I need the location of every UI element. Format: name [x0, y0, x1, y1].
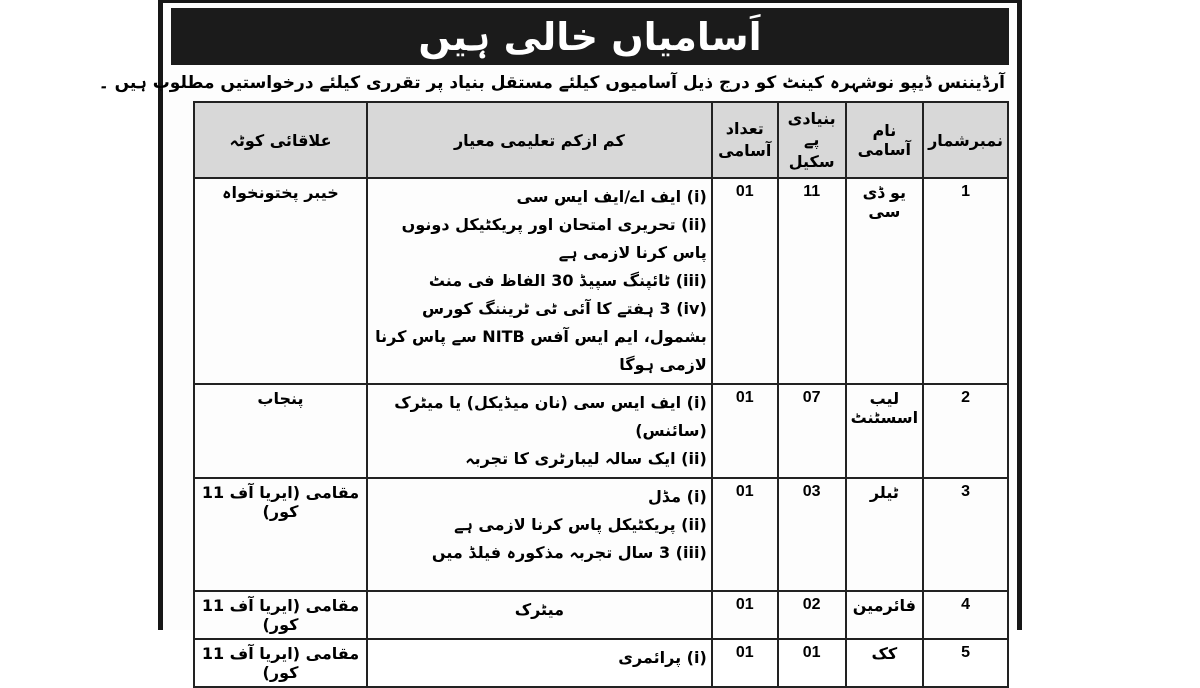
table-row-lab-assistant [194, 384, 1008, 478]
scale-cell: 02 [778, 591, 846, 639]
serial-cell: 1 [923, 178, 1008, 384]
scale-cell: 11 [778, 178, 846, 384]
post-cell: فائرمین [846, 591, 924, 639]
serial-cell: 5 [923, 639, 1008, 687]
header-serial: نمبرشمار [923, 102, 1008, 178]
scale-cell: 03 [778, 478, 846, 591]
quota-cell: مقامی (ایریا آف 11 کور) [194, 591, 367, 639]
header-education: کم ازکم تعلیمی معیار [367, 102, 712, 178]
post-cell: ٹیلر [846, 478, 924, 591]
serial-cell: 2 [923, 384, 1008, 478]
quota-cell: پنجاب [194, 384, 367, 478]
serial-cell: 4 [923, 591, 1008, 639]
education-line: (i) مڈل [648, 487, 707, 506]
education-line: (i) پرائمری [618, 648, 707, 667]
count-cell: 01 [712, 591, 778, 639]
serial-cell: 3 [923, 478, 1008, 591]
quota-cell: مقامی (ایریا آف 11 کور) [194, 639, 367, 687]
header-count-line1: تعداد [725, 119, 764, 139]
count-cell: 01 [712, 639, 778, 687]
table-row-udc [194, 178, 1008, 384]
job-ad-frame [98, 0, 1022, 682]
post-cell: لیب اسسٹنٹ [846, 384, 924, 478]
count-cell: 01 [712, 478, 778, 591]
education-line: (i) ایف اے/ایف ایس سی [516, 187, 707, 206]
vacancies-table [193, 101, 1009, 688]
table-row-fireman [194, 591, 1008, 639]
education-line: (ii) ایک سالہ لیبارٹری کا تجربہ [465, 449, 707, 468]
post-cell: کک [846, 639, 924, 687]
count-cell: 01 [712, 384, 778, 478]
count-cell: 01 [712, 178, 778, 384]
ad-title-bar [171, 8, 1009, 65]
post-cell: یو ڈی سی [846, 178, 924, 384]
education-line: (iv) 3 ہفتے کا آئی ٹی ٹریننگ کورس بشمول، ایم ایس آفس NITB سے پاس کرنا لازمی ہوگا [375, 299, 707, 374]
education-line: (ii) پریکٹیکل پاس کرنا لازمی ہے [454, 515, 707, 534]
education-cell [367, 591, 712, 639]
scale-cell: 07 [778, 384, 846, 478]
header-scale-line2: پے سکیل [788, 130, 835, 171]
ad-title: اَسامیاں خالی ہیں [418, 14, 762, 59]
education-cell [367, 478, 712, 591]
quota-cell: خیبر پختونخواہ [194, 178, 367, 384]
education-line: میٹرک [514, 600, 565, 619]
ad-intro-text: آرڈیننس ڈیپو نوشہرہ کینٹ کو درج ذیل آسامیوں کیلئے مستقل بنیاد پر تقرری کیلئے درخواستیں مطلوب ہیں ۔ [98, 73, 1005, 93]
header-quota: علاقائی کوٹہ [194, 102, 367, 178]
education-line: (iii) 3 سال تجربہ مذکورہ فیلڈ میں [431, 543, 707, 562]
header-count [712, 102, 778, 178]
header-count-line2: آسامی [718, 141, 772, 160]
header-scale [778, 102, 846, 178]
table-row-tailor [194, 478, 1008, 591]
scale-cell: 01 [778, 639, 846, 687]
table-row-cook [194, 639, 1008, 687]
education-line: (iii) ٹائپنگ سپیڈ 30 الفاظ فی منٹ [428, 271, 707, 290]
table-header-row [194, 102, 1008, 178]
quota-cell: مقامی (ایریا آف 11 کور) [194, 478, 367, 591]
education-cell [367, 384, 712, 478]
education-cell [367, 639, 712, 687]
header-post: نام آسامی [846, 102, 924, 178]
education-line: (ii) تحریری امتحان اور پریکٹیکل دونوں پاس کرنا لازمی ہے [401, 215, 707, 262]
header-scale-line1: بنیادی [787, 108, 836, 128]
education-line: (i) ایف ایس سی (نان میڈیکل) یا میٹرک (سائنس) [394, 393, 707, 440]
education-cell [367, 178, 712, 384]
